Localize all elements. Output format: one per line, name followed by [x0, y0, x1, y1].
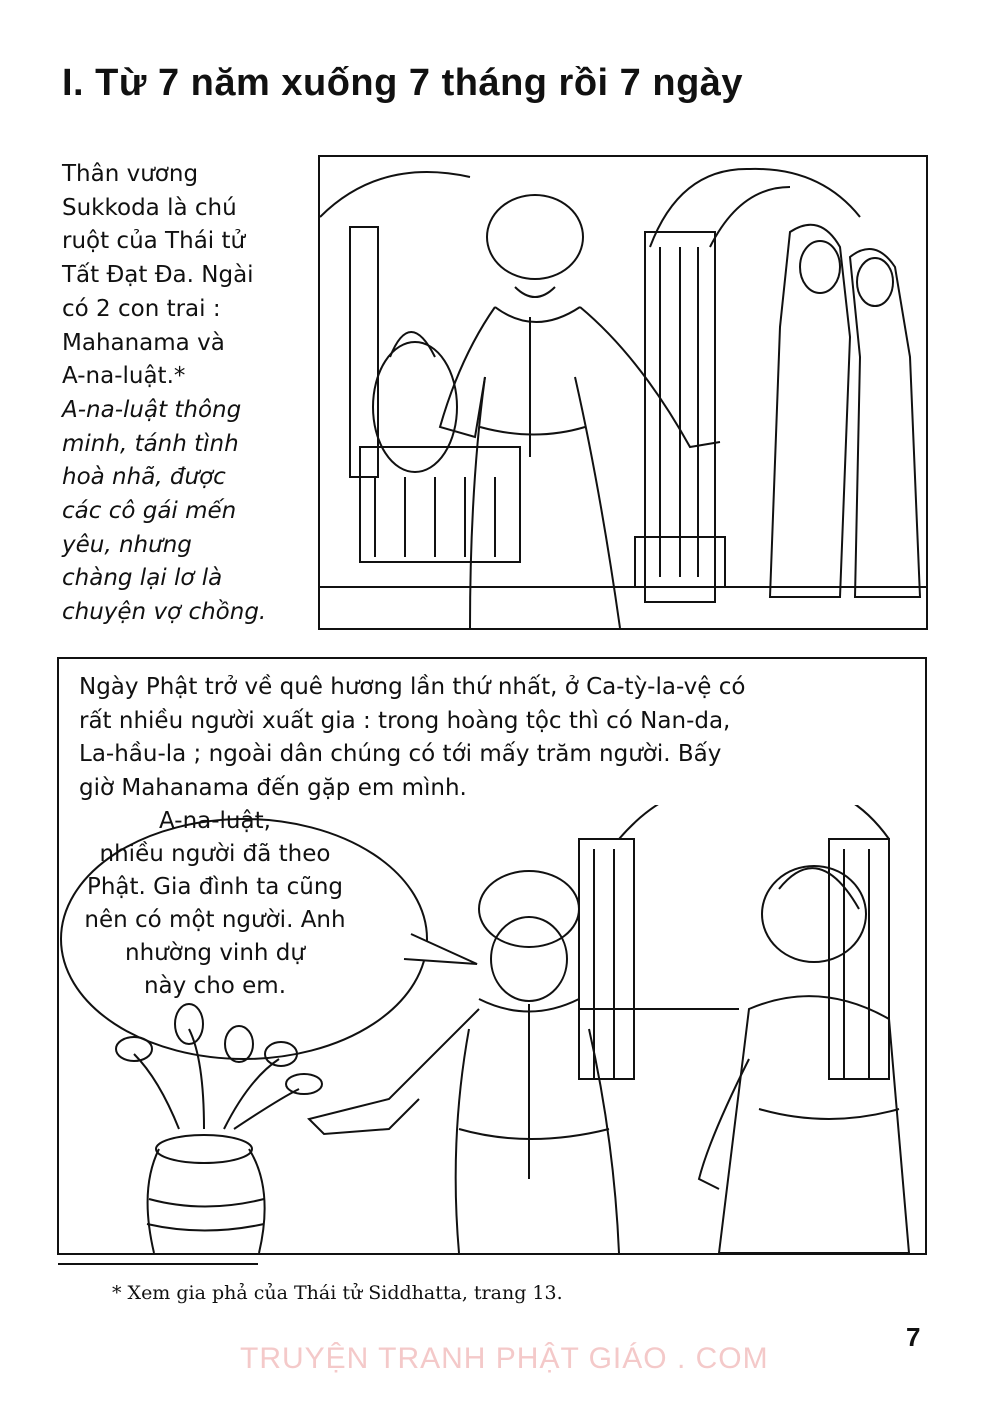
caption-italic-line: chàng lại lơ là: [62, 565, 223, 592]
panel2-caption: [79, 671, 919, 805]
caption-line: Mahanama và: [62, 329, 225, 356]
speech-line: A-na-luật,: [159, 808, 271, 834]
speech-line: nhường vinh dự: [125, 940, 305, 966]
page-title: I. Từ 7 năm xuống 7 tháng rồi 7 ngày: [62, 62, 744, 104]
caption-line: giờ Mahanama đến gặp em mình.: [79, 774, 467, 801]
caption-line: rất nhiều người xuất gia : trong hoàng tộc thì có Nan-da,: [79, 707, 731, 734]
panel1-caption: [62, 158, 312, 630]
caption-line: có 2 con trai :: [62, 295, 221, 322]
panel1-illustration: [318, 155, 928, 630]
caption-italic-line: minh, tánh tình: [62, 430, 239, 457]
caption-line: Thân vương: [62, 161, 199, 187]
speech-line: Phật. Gia đình ta cũng: [86, 874, 344, 900]
caption-italic-line: A-na-luật thông: [62, 396, 242, 423]
caption-line: Tất Đạt Đa. Ngài: [62, 262, 254, 289]
watermark: TRUYỆN TRANH PHẬT GIÁO . COM: [240, 1342, 769, 1375]
footnote: * Xem gia phả của Thái tử Siddhatta, trang 13.: [112, 1282, 563, 1304]
caption-italic-line: yêu, nhưng: [62, 531, 192, 558]
speech-line: này cho em.: [143, 973, 287, 999]
caption-italic-line: các cô gái mến: [62, 498, 237, 525]
caption-line: ruột của Thái tử: [62, 228, 246, 255]
caption-line: A-na-luật.*: [62, 363, 186, 390]
footnote-divider: [58, 1263, 258, 1265]
caption-line: La-hầu-la ; ngoài dân chúng có tới mấy trăm người. Bấy: [79, 741, 722, 767]
speech-line: nhiều người đã theo: [99, 841, 331, 867]
speech-line: nên có một người. Anh: [84, 907, 346, 933]
speech-bubble-text: [50, 805, 380, 1003]
caption-italic-line: chuyện vợ chồng.: [62, 599, 267, 626]
caption-line: Sukkoda là chú: [62, 194, 237, 221]
palace-scene-illustration: [320, 157, 926, 628]
caption-italic-line: hoà nhã, được: [62, 464, 226, 491]
page-number: 7: [906, 1322, 921, 1352]
caption-line: Ngày Phật trở về quê hương lần thứ nhất, ở Ca-tỳ-la-vệ có: [79, 674, 746, 700]
